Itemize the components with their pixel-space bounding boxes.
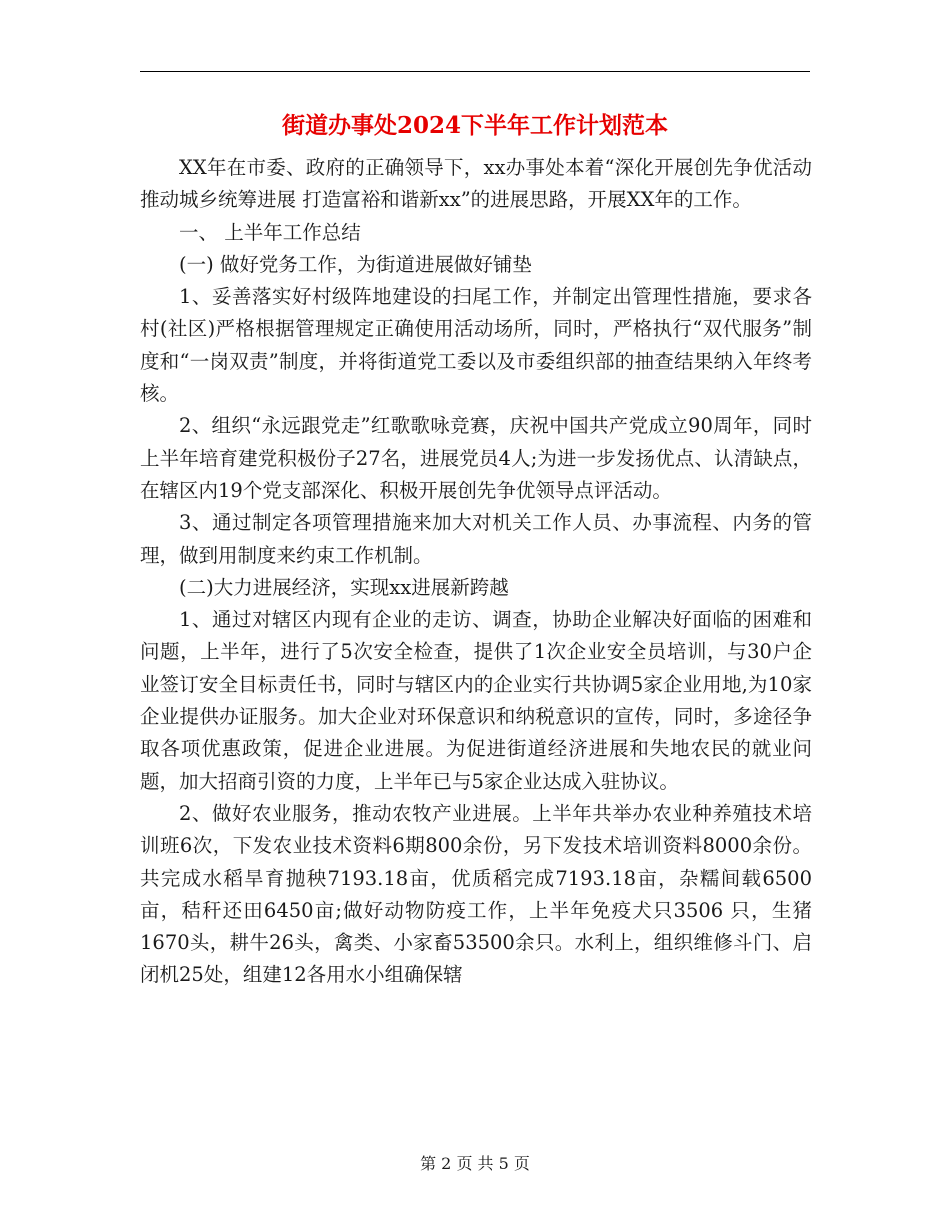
subsection-heading-2: (二)大力进展经济，实现xx进展新跨越 xyxy=(179,575,509,599)
paragraph-1-2: 2、组织“永远跟党走”红歌歌咏竞赛，庆祝中国共产党成立90周年，同时上半年培育建党积极份子27名，进展党员4人;为进一步发扬优点、认清缺点，在辖区内19个党支部深化、积极开展创先争优领导点评活动。 xyxy=(140,414,812,502)
paragraph-1-3: 3、通过制定各项管理措施来加大对机关工作人员、办事流程、内务的管理，做到用制度来约束工作机制。 xyxy=(140,511,812,567)
paragraph-2-2: 2、做好农业服务，推动农牧产业进展。上半年共举办农业种养殖技术培训班6次，下发农业技术资料6期800余份，另下发技术培训资料8000余份。共完成水稻旱育抛秧7193.18亩，优质稻完成7193.18亩，杂糯间载6500亩，秸秆还田6450亩;做好动物防疫工作，上半年免疫犬只3506 只，生猪1670头，耕牛26头，禽类、小家畜53500余只。水利上，组织维修斗门、启闭机25处，组建12各用水小组确保辖 xyxy=(140,801,812,987)
section-heading: 一、 上半年工作总结 xyxy=(179,220,361,244)
intro-paragraph: XX年在市委、政府的正确领导下，xx办事处本着“深化开展创先争优活动 推动城乡统筹进展 打造富裕和谐新xx”的进展思路，开展XX年的工作。 xyxy=(140,156,812,212)
document-title: 街道办事处2024下半年工作计划范本 xyxy=(281,112,668,139)
paragraph-2-1: 1、通过对辖区内现有企业的走访、调查，协助企业解决好面临的困难和问题，上半年，进行了5次安全检查，提供了1次企业安全员培训，与30户企业签订安全目标责任书，同时与辖区内的企业实行共协调5家企业用地,为10家企业提供办证服务。加大企业对环保意识和纳税意识的宣传，同时，多途径争取各项优惠政策，促进企业进展。为促进街道经济进展和失地农民的就业问题，加大招商引资的力度，上半年已与5家企业达成入驻协议。 xyxy=(140,608,812,793)
paragraph-1-1: 1、妥善落实好村级阵地建设的扫尾工作，并制定出管理性措施，要求各村(社区)严格根据管理规定正确使用活动场所，同时，严格执行“双代服务”制度和“一岗双责”制度，并将街道党工委以及市委组织部的抽查结果纳入年终考核。 xyxy=(140,285,812,406)
page-footer: 第 2 页 共 5 页 xyxy=(420,1154,530,1173)
subsection-heading-1: (一) 做好党务工作，为街道进展做好铺垫 xyxy=(179,252,532,276)
document-body xyxy=(140,152,812,992)
header-rule xyxy=(140,71,810,72)
